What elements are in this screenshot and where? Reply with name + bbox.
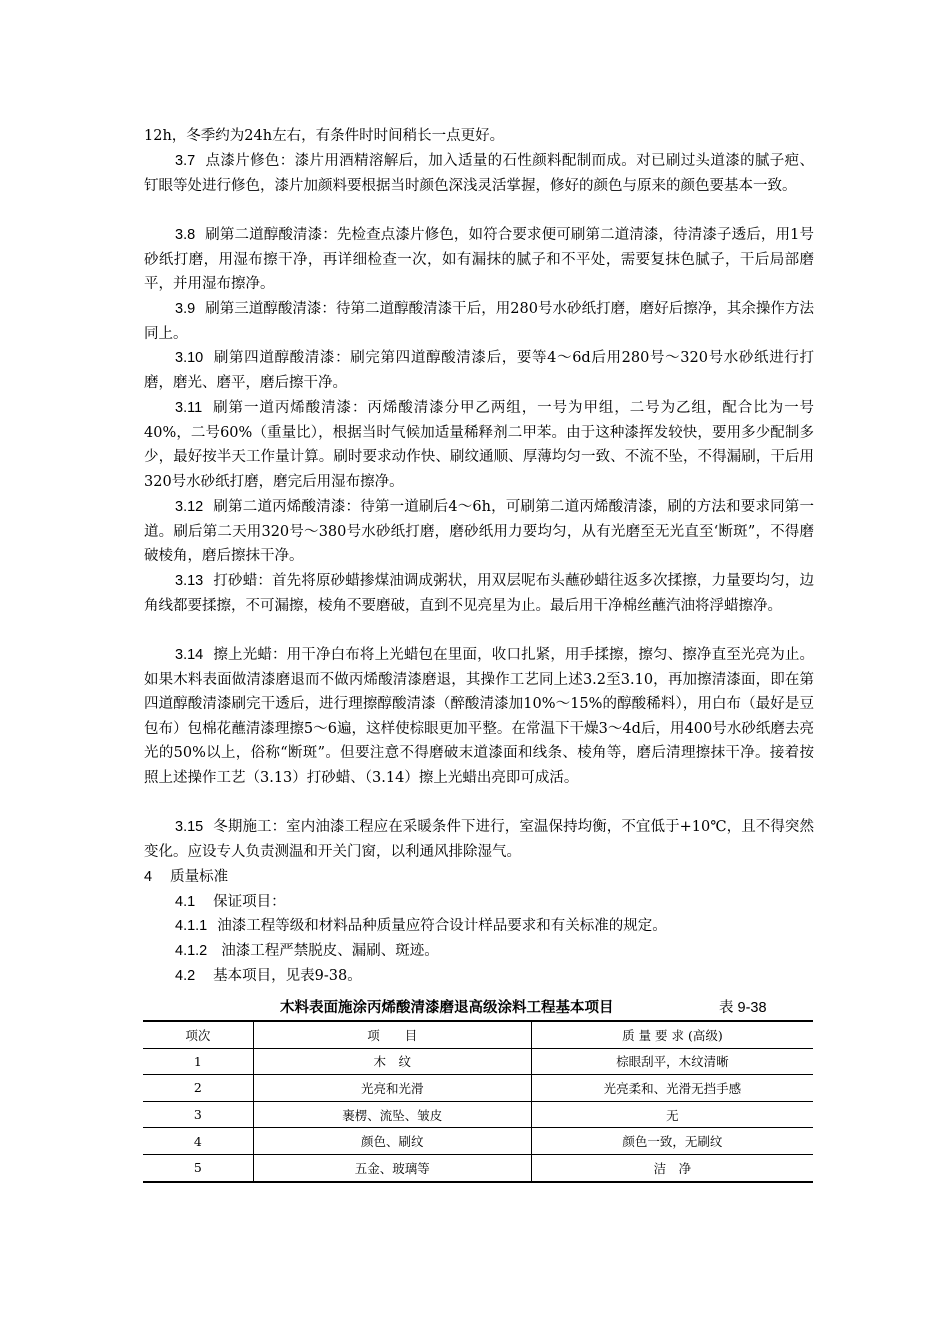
table-header-row (143, 1021, 813, 1048)
clause-4-1-1: 4.1.1 油漆工程等级和材料品种质量应符合设计样品要求和有关标准的规定。 (175, 918, 667, 934)
table-cell: 颜色、刷纹 (253, 1128, 531, 1155)
table-cell: 裹楞、流坠、皱皮 (253, 1101, 531, 1128)
table-row (143, 1075, 813, 1102)
table-row (143, 1128, 813, 1155)
paragraph-continued: 12h，冬季约为24h左右，有条件时时间稍长一点更好。 (144, 128, 505, 144)
clause-4-1-2: 4.1.2 油漆工程严禁脱皮、漏刷、斑迹。 (175, 943, 439, 959)
table-cell: 木 纹 (253, 1048, 531, 1075)
table-cell: 4 (143, 1128, 253, 1155)
clause-number: 3.14 (175, 647, 204, 663)
section-heading-quality: 4 质量标准 (144, 869, 229, 885)
clause-number: 3.10 (175, 350, 204, 366)
paragraph-3-15: 3.15 冬期施工：室内油漆工程应在采暖条件下进行，室温保持均衡，不宜低于+10℃，且不得突然变化。应设专人负责测温和开关门窗，以利通风排除湿气。 (144, 819, 814, 860)
clause-number: 3.11 (175, 400, 203, 416)
quality-table (143, 1020, 813, 1183)
clause-number: 3.13 (175, 573, 204, 589)
header-requirement: 质 量 要 求 (高级) (531, 1021, 813, 1048)
paragraph-3-13: 3.13 打砂蜡：首先将原砂蜡掺煤油调成粥状，用双层呢布头蘸砂蜡往返多次揉擦，力量要均匀，边角线都要揉擦，不可漏擦，棱角不要磨破，直到不见亮星为止。最后用干净棉丝蘸汽油将浮蜡擦净。 (144, 573, 814, 614)
clause-number: 3.9 (175, 301, 196, 317)
table-cell: 颜色一致，无刷纹 (531, 1128, 813, 1155)
clause-number: 3.15 (175, 819, 204, 835)
paragraph-3-14: 3.14 擦上光蜡：用干净白布将上光蜡包在里面，收口扎紧，用手揉擦，擦匀、擦净直至光亮为止。如果木料表面做清漆磨退而不做丙烯酸清漆磨退，其操作工艺同上述3.2至3.10，再加擦清漆面，即在第四道醇酸清漆刷完干透后，进行理擦醇酸清漆（醉酸清漆加10%～15%的醇酸稀料），用白布（最好是豆包布）包棉花蘸清漆理擦5～6遍，这样使棕眼更加平整。在常温下干燥3～4d后，用400号水砂纸磨去亮光的50%以上，俗称“断斑”。但要注意不得磨破末道漆面和线条、棱角等，磨后清理擦抹干净。接着按照上述操作工艺（3.13）打砂蜡、（3.14）擦上光蜡出亮即可成活。 (144, 647, 814, 786)
paragraph-3-12: 3.12 刷第二道丙烯酸清漆：待第一道刷后4～6h，可刷第二道丙烯酸清漆，刷的方法和要求同第一道。刷后第二天用320号～380号水砂纸打磨，磨砂纸用力要均匀，从有光磨至无光直至‘断斑”，不得磨破棱角，磨后擦抹干净。 (144, 499, 814, 565)
table-cell: 5 (143, 1154, 253, 1181)
paragraph-3-9: 3.9 刷第三道醇酸清漆：待第二道醇酸清漆干后，用280号水砂纸打磨，磨好后擦净，其余操作方法同上。 (144, 301, 814, 342)
clause-number: 3.8 (175, 227, 196, 243)
paragraph-3-8: 3.8 刷第二道醇酸清漆：先检查点漆片修色，如符合要求便可刷第二道清漆，待清漆子透后，用1号砂纸打磨，用湿布擦干净，再详细检查一次，如有漏抹的腻子和不平处，需要复抹色腻子，干后局部磨平，并用湿布擦净。 (144, 227, 814, 293)
table-cell: 无 (531, 1101, 813, 1128)
clause-number: 3.12 (175, 499, 204, 515)
table-cell: 2 (143, 1075, 253, 1102)
table-number: 表 9-38 (719, 1000, 767, 1016)
table-cell: 五金、玻璃等 (253, 1154, 531, 1181)
table-cell: 光亮柔和、光滑无挡手感 (531, 1075, 813, 1102)
header-item-no: 项次 (143, 1021, 253, 1048)
table-row (143, 1101, 813, 1128)
table-title: 木料表面施涂丙烯酸清漆磨退高级涂料工程基本项目 (280, 1000, 614, 1016)
paragraph-3-7: 3.7 点漆片修色：漆片用酒精溶解后，加入适量的石性颜料配制而成。对已刷过头道漆的腻子疤、钉眼等处进行修色，漆片加颜料要根据当时颜色深浅灵活掌握，修好的颜色与原来的颜色要基本一致。 (144, 153, 814, 194)
clause-4-2: 4.2 基本项目，见表9-38。 (175, 968, 362, 984)
table-cell: 光亮和光滑 (253, 1075, 531, 1102)
table-cell: 3 (143, 1101, 253, 1128)
table-row (143, 1048, 813, 1075)
table-cell: 1 (143, 1048, 253, 1075)
table-caption (280, 998, 767, 1018)
clause-4-1: 4.1 保证项目： (175, 894, 286, 910)
header-item: 项 目 (253, 1021, 531, 1048)
paragraph-3-11: 3.11 刷第一道丙烯酸清漆：丙烯酸清漆分甲乙两组，一号为甲组，二号为乙组，配合比为一号40%，二号60%（重量比），根据当时气候加适量稀释剂二甲苯。由于这种漆挥发较快，要用多少配制多少，最好按半天工作量计算。刷时要求动作快、刷纹通顺、厚薄均匀一致、不流不坠，不得漏刷，干后用320号水砂纸打磨，磨完后用湿布擦净。 (144, 400, 814, 490)
clause-number: 3.7 (175, 153, 196, 169)
table-cell: 棕眼刮平，木纹清晰 (531, 1048, 813, 1075)
paragraph-3-10: 3.10 刷第四道醇酸清漆：刷完第四道醇酸清漆后，要等4～6d后用280号～320号水砂纸进行打磨，磨光、磨平，磨后擦干净。 (144, 350, 814, 391)
table-cell: 洁 净 (531, 1154, 813, 1181)
table-row (143, 1154, 813, 1181)
